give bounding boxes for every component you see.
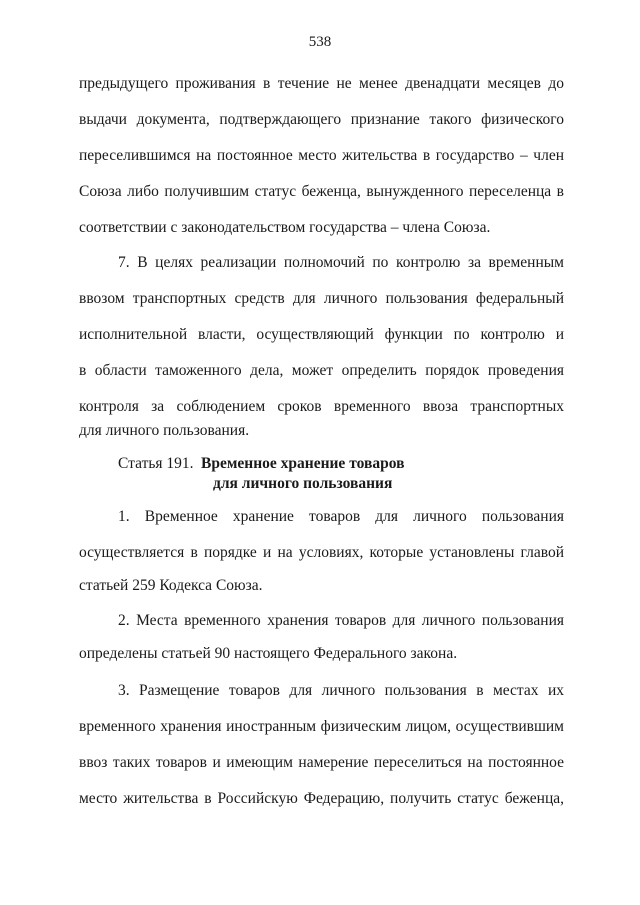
text-line: временного хранения иностранным физическим лицом, осуществившим xyxy=(79,718,564,735)
article-title-line: Временное хранение товаров xyxy=(201,455,405,472)
article-title xyxy=(201,454,404,494)
text-line: Союза либо получившим статус беженца, вынужденного переселенца в xyxy=(79,183,564,200)
text-line: переселившимся на постоянное место жительства в государство – член xyxy=(79,147,564,164)
text-line: выдачи документа, подтверждающего признание такого физического xyxy=(79,111,564,128)
text-line: место жительства в Российскую Федерацию, получить статус беженца, xyxy=(79,790,564,807)
text-line: 7. В целях реализации полномочий по контролю за временным xyxy=(118,254,564,271)
text-line: определены статьей 90 настоящего Федерального закона. xyxy=(79,645,458,662)
text-line: ввозом транспортных средств для личного пользования федеральный xyxy=(79,290,564,307)
text-line: контроля за соблюдением сроков временного ввоза транспортных xyxy=(79,398,564,415)
text-line: 2. Места временного хранения товаров для личного пользования xyxy=(118,612,564,629)
text-line: предыдущего проживания в течение не менее двенадцати месяцев до xyxy=(79,75,564,92)
text-line: 1. Временное хранение товаров для личного пользования xyxy=(118,508,564,525)
text-line: в области таможенного дела, может определить порядок проведения xyxy=(79,362,564,379)
text-line: для личного пользования. xyxy=(79,422,250,439)
text-line: 3. Размещение товаров для личного пользования в местах их xyxy=(118,682,564,699)
text-line: осуществляется в порядке и на условиях, которые установлены главой xyxy=(79,544,564,561)
text-line: ввоз таких товаров и имеющим намерение переселиться на постоянное xyxy=(79,754,564,771)
article-title-line: для личного пользования xyxy=(213,475,393,492)
article-heading xyxy=(118,454,404,494)
text-line: исполнительной власти, осуществляющий функции по контролю и xyxy=(79,326,564,343)
article-label: Статья 191. xyxy=(118,455,194,472)
page-number: 538 xyxy=(308,34,332,50)
text-line: статьей 259 Кодекса Союза. xyxy=(79,577,263,594)
text-line: соответствии с законодательством государства – члена Союза. xyxy=(79,219,491,236)
